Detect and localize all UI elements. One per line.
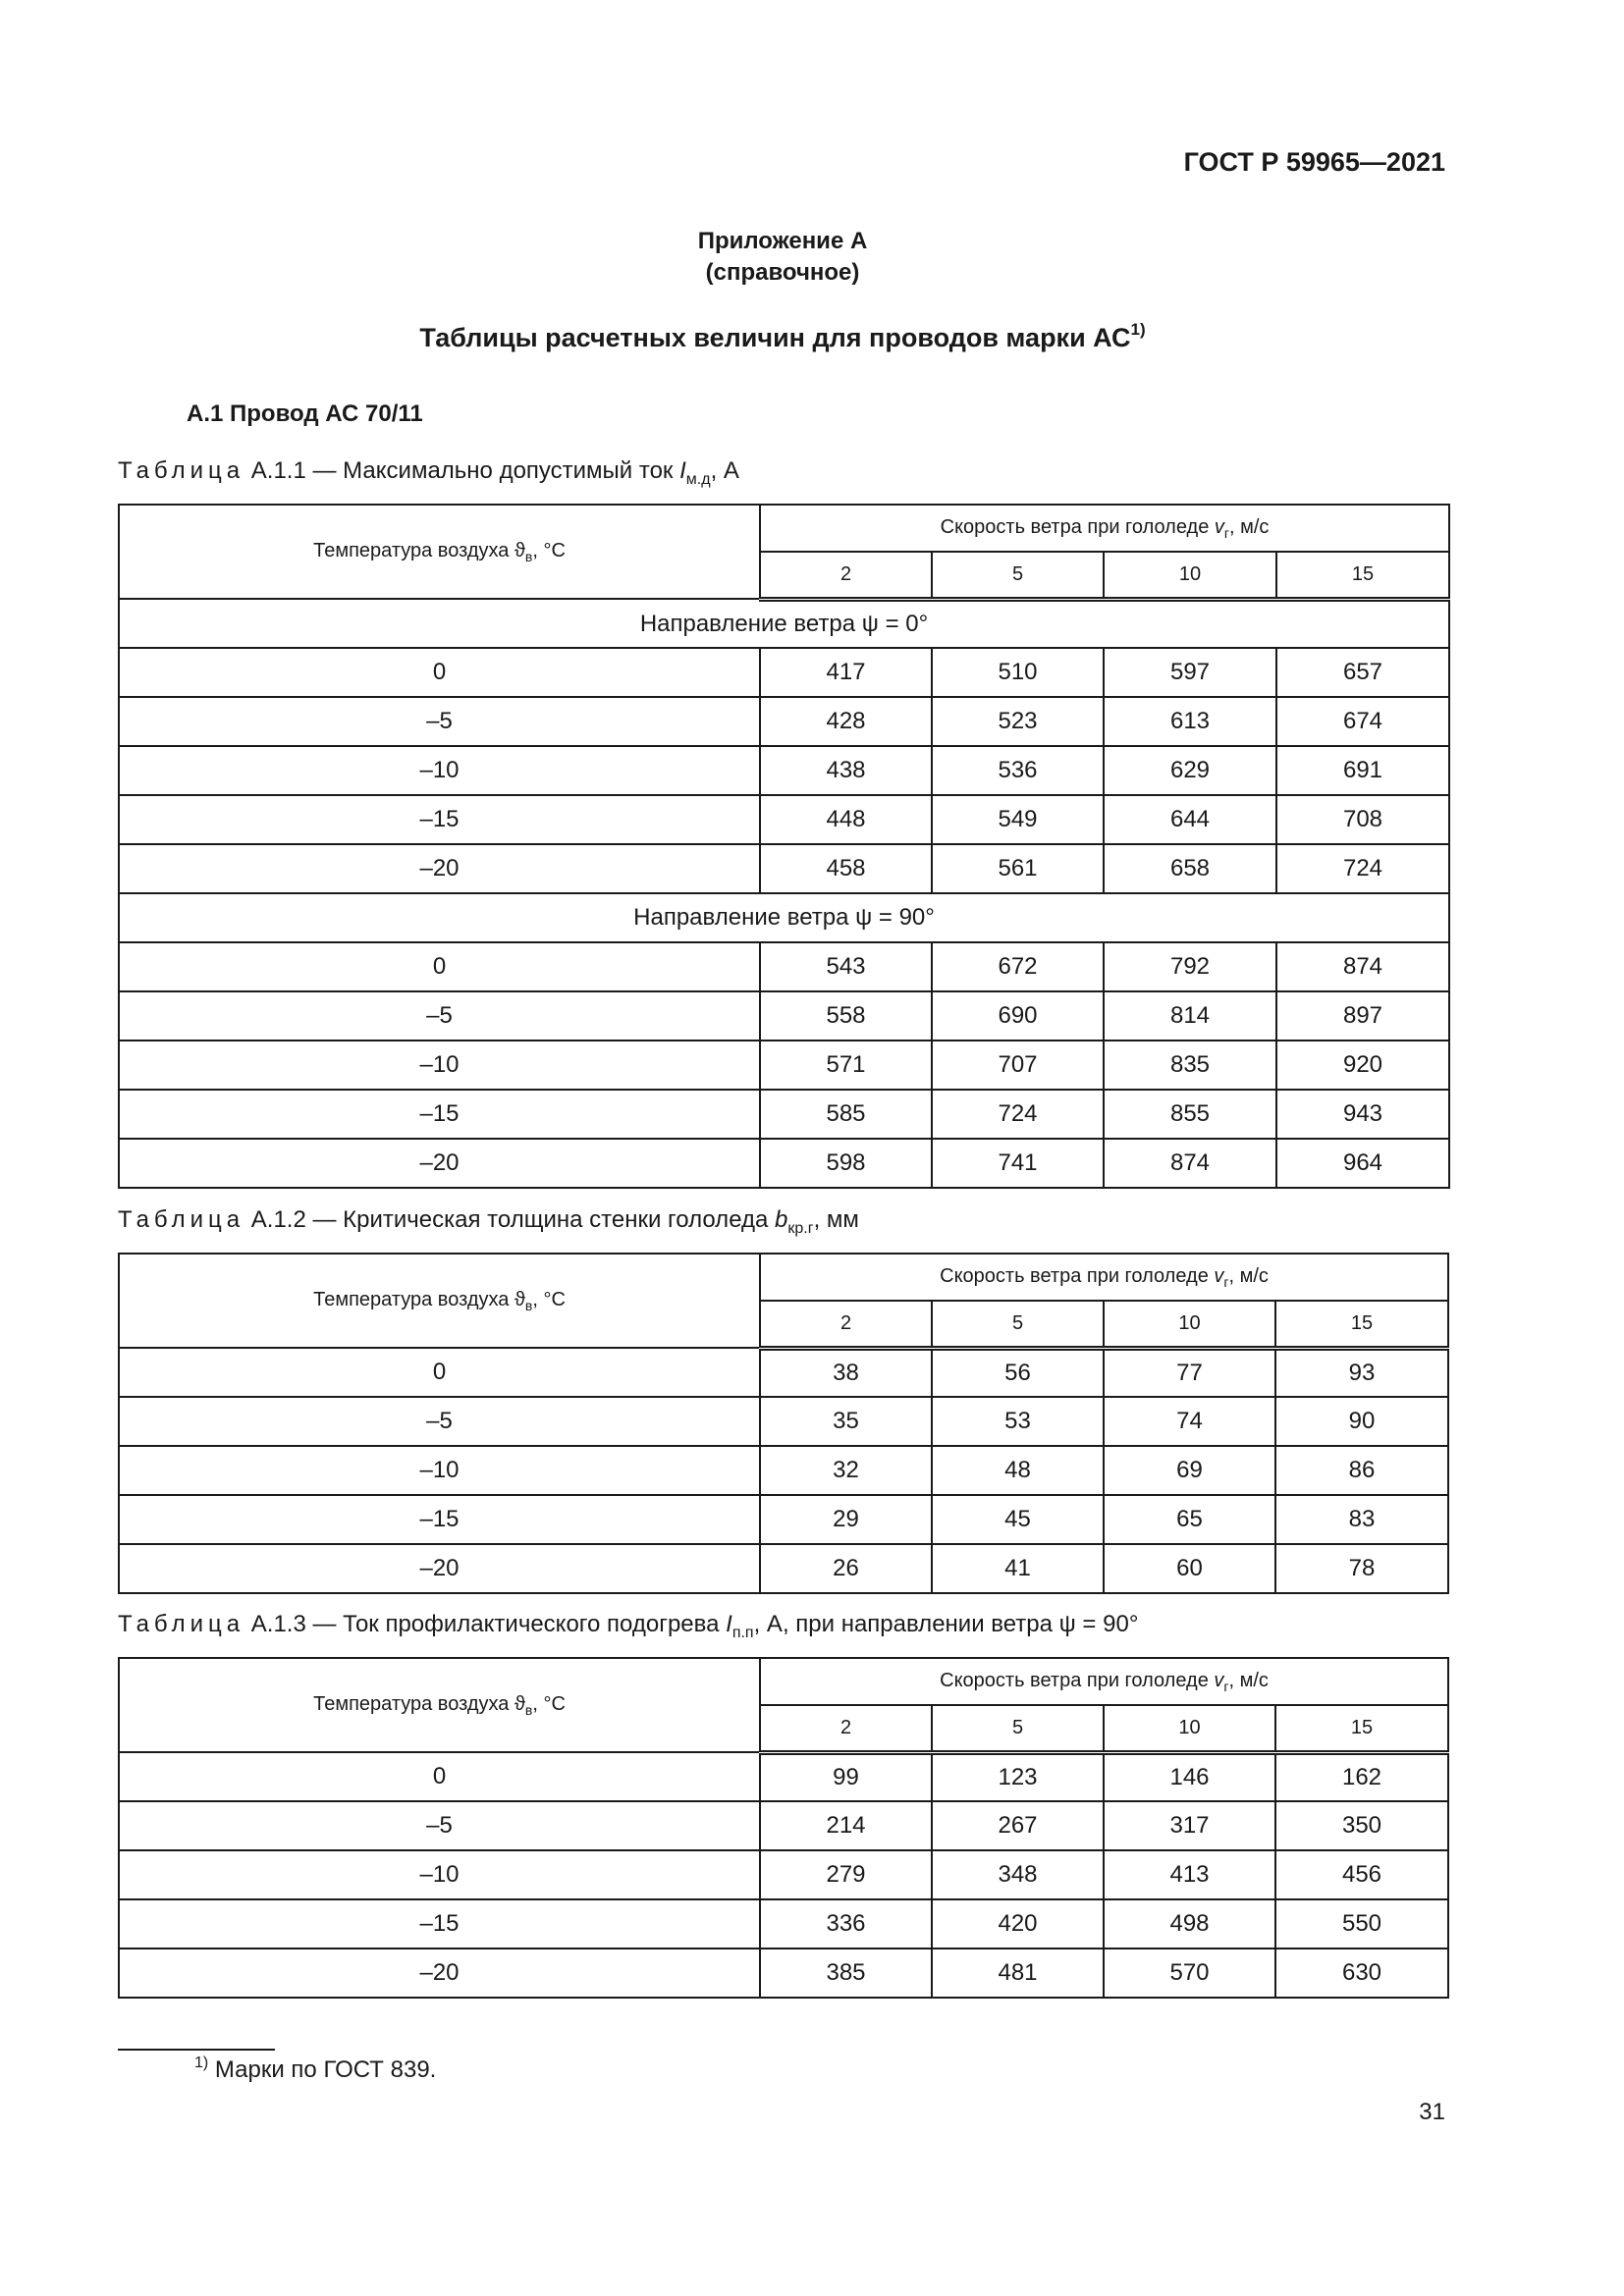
speed-col-header: 15 (1275, 1301, 1448, 1348)
appendix-title: Приложение А (697, 228, 868, 254)
value-cell: 123 (932, 1752, 1104, 1801)
temperature-cell: –10 (119, 746, 760, 795)
value-cell: 536 (932, 746, 1104, 795)
value-cell: 543 (760, 942, 932, 991)
temperature-header: Температура воздуха $ϑ_в$, °С (119, 1254, 760, 1348)
value-cell: 45 (932, 1495, 1104, 1544)
value-cell: 26 (760, 1544, 932, 1593)
value-cell: 413 (1104, 1850, 1275, 1899)
value-cell: 657 (1276, 648, 1449, 697)
table1-section-0 (119, 599, 1449, 893)
wind-direction-label: Направление ветра ψ = 90° (119, 893, 1449, 942)
value-cell: 41 (932, 1544, 1104, 1593)
value-cell: 707 (932, 1041, 1104, 1090)
value-cell: 60 (1104, 1544, 1275, 1593)
temperature-cell: –10 (119, 1041, 760, 1090)
table-row (119, 1850, 1448, 1899)
value-cell: 74 (1104, 1397, 1275, 1446)
table1 (118, 504, 1450, 1189)
value-cell: 83 (1275, 1495, 1448, 1544)
value-cell: 69 (1104, 1446, 1275, 1495)
footnote-mark: 1) (194, 2055, 209, 2071)
table1-caption-sub: м.д (685, 471, 711, 488)
temperature-header: Температура воздуха $ϑ_в$, °С (119, 505, 760, 599)
table1-caption (118, 457, 739, 489)
value-cell: 458 (760, 844, 932, 893)
table-row (119, 648, 1449, 697)
value-cell: 549 (932, 795, 1104, 844)
value-cell: 943 (1276, 1090, 1449, 1139)
table-row (119, 1397, 1448, 1446)
table-row (119, 697, 1449, 746)
temperature-cell: –15 (119, 1899, 760, 1949)
table-row (119, 1446, 1448, 1495)
table2-caption-var: b (775, 1206, 788, 1233)
speed-col-header: 2 (760, 1301, 932, 1348)
value-cell: 644 (1104, 795, 1276, 844)
table-row (119, 1899, 1448, 1949)
temperature-cell: –10 (119, 1850, 760, 1899)
temperature-cell: 0 (119, 648, 760, 697)
value-cell: 724 (1276, 844, 1449, 893)
table3-body (119, 1752, 1448, 1998)
speed-col-header: 5 (932, 1301, 1104, 1348)
value-cell: 835 (1104, 1041, 1276, 1090)
value-cell: 498 (1104, 1899, 1275, 1949)
table3 (118, 1657, 1449, 1999)
wind-direction-label: Направление ветра ψ = 0° (119, 599, 1449, 648)
value-cell: 561 (932, 844, 1104, 893)
table1-header (119, 505, 1449, 599)
value-cell: 630 (1275, 1949, 1448, 1998)
value-cell: 279 (760, 1850, 932, 1899)
value-cell: 48 (932, 1446, 1104, 1495)
temperature-cell: –20 (119, 1949, 760, 1998)
temperature-cell: –10 (119, 1446, 760, 1495)
value-cell: 99 (760, 1752, 932, 1801)
value-cell: 964 (1276, 1139, 1449, 1188)
value-cell: 336 (760, 1899, 932, 1949)
table2-caption (118, 1206, 859, 1238)
speed-col-header: 10 (1104, 552, 1276, 599)
value-cell: 77 (1104, 1348, 1275, 1397)
value-cell: 162 (1275, 1752, 1448, 1801)
appendix-subtitle: (справочное) (705, 259, 860, 286)
value-cell: 708 (1276, 795, 1449, 844)
speed-col-header: 2 (760, 1705, 932, 1752)
footnote-divider (118, 2049, 275, 2051)
value-cell: 438 (760, 746, 932, 795)
table-row (119, 1801, 1448, 1850)
speed-col-header: 10 (1104, 1705, 1275, 1752)
value-cell: 523 (932, 697, 1104, 746)
table1-caption-text: А.1.1 — Максимально допустимый ток (244, 457, 680, 484)
temperature-header: Температура воздуха $ϑ_в$, °С (119, 1658, 760, 1752)
wind-speed-header: Скорость ветра при гололеде $v_г$, м/с (760, 1658, 1448, 1705)
value-cell: 874 (1104, 1139, 1276, 1188)
table1-caption-var: I (679, 457, 686, 484)
value-cell: 428 (760, 697, 932, 746)
value-cell: 385 (760, 1949, 932, 1998)
table3-caption-text: А.1.3 — Ток профилактического подогрева (244, 1611, 727, 1637)
temperature-cell: –20 (119, 844, 760, 893)
standard-code: ГОСТ Р 59965—2021 (1183, 147, 1445, 177)
value-cell: 690 (932, 991, 1104, 1041)
speed-col-header: 10 (1104, 1301, 1275, 1348)
value-cell: 90 (1275, 1397, 1448, 1446)
value-cell: 874 (1276, 942, 1449, 991)
footnote (194, 2055, 436, 2084)
temperature-cell: –15 (119, 1495, 760, 1544)
table-row (119, 746, 1449, 795)
value-cell: 93 (1275, 1348, 1448, 1397)
table1-caption-unit: , А (710, 457, 739, 484)
value-cell: 214 (760, 1801, 932, 1850)
value-cell: 317 (1104, 1801, 1275, 1850)
value-cell: 35 (760, 1397, 932, 1446)
temperature-cell: –5 (119, 697, 760, 746)
wind-speed-header: Скорость ветра при гололеде $v_г$, м/с (760, 505, 1449, 552)
table-row (119, 1348, 1448, 1397)
value-cell: 29 (760, 1495, 932, 1544)
value-cell: 78 (1275, 1544, 1448, 1593)
value-cell: 510 (932, 648, 1104, 697)
temperature-cell: 0 (119, 942, 760, 991)
value-cell: 920 (1276, 1041, 1449, 1090)
temperature-cell: –20 (119, 1139, 760, 1188)
table-row (119, 991, 1449, 1041)
section-title: А.1 Провод АС 70/11 (187, 400, 423, 427)
table-row (119, 844, 1449, 893)
value-cell: 65 (1104, 1495, 1275, 1544)
value-cell: 571 (760, 1041, 932, 1090)
value-cell: 56 (932, 1348, 1104, 1397)
temperature-cell: –15 (119, 1090, 760, 1139)
value-cell: 32 (760, 1446, 932, 1495)
table3-caption-unit: , А, при направлении ветра ψ = 90° (753, 1611, 1139, 1637)
value-cell: 613 (1104, 697, 1276, 746)
table-row (119, 1495, 1448, 1544)
value-cell: 570 (1104, 1949, 1275, 1998)
table2-caption-text: А.1.2 — Критическая толщина стенки гололеда (244, 1206, 776, 1233)
value-cell: 814 (1104, 991, 1276, 1041)
wind-speed-header: Скорость ветра при гололеде $v_г$, м/с (760, 1254, 1448, 1301)
value-cell: 448 (760, 795, 932, 844)
value-cell: 456 (1275, 1850, 1448, 1899)
table-row (119, 1139, 1449, 1188)
speed-col-header: 15 (1276, 552, 1449, 599)
table-row (119, 1949, 1448, 1998)
temperature-cell: 0 (119, 1348, 760, 1397)
temperature-cell: –5 (119, 991, 760, 1041)
value-cell: 724 (932, 1090, 1104, 1139)
table-row (119, 1090, 1449, 1139)
value-cell: 481 (932, 1949, 1104, 1998)
speed-col-header: 15 (1275, 1705, 1448, 1752)
value-cell: 146 (1104, 1752, 1275, 1801)
appendix-heading-text: Таблицы расчетных величин для проводов марки АС (419, 323, 1131, 352)
value-cell: 348 (932, 1850, 1104, 1899)
page-number: 31 (1419, 2099, 1445, 2125)
value-cell: 658 (1104, 844, 1276, 893)
table-word: Таблица (118, 1206, 245, 1233)
footnote-text: Марки по ГОСТ 839. (208, 2056, 437, 2083)
value-cell: 267 (932, 1801, 1104, 1850)
value-cell: 585 (760, 1090, 932, 1139)
value-cell: 420 (932, 1899, 1104, 1949)
table2-caption-unit: , мм (813, 1206, 859, 1233)
value-cell: 792 (1104, 942, 1276, 991)
value-cell: 598 (760, 1139, 932, 1188)
table2 (118, 1253, 1449, 1594)
table1-section-1 (119, 893, 1449, 1188)
temperature-cell: –5 (119, 1801, 760, 1850)
temperature-cell: –5 (119, 1397, 760, 1446)
value-cell: 558 (760, 991, 932, 1041)
table3-caption-sub: п.п (731, 1625, 754, 1641)
value-cell: 53 (932, 1397, 1104, 1446)
value-cell: 855 (1104, 1090, 1276, 1139)
heading-footnote-mark: 1) (1130, 320, 1146, 339)
table-row (119, 1544, 1448, 1593)
speed-col-header: 2 (760, 552, 932, 599)
value-cell: 691 (1276, 746, 1449, 795)
table2-caption-sub: кр.г (787, 1220, 814, 1237)
table3-caption-var: I (726, 1611, 732, 1637)
table3-header (119, 1658, 1448, 1752)
value-cell: 550 (1275, 1899, 1448, 1949)
value-cell: 741 (932, 1139, 1104, 1188)
table2-header (119, 1254, 1448, 1348)
table-word: Таблица (118, 1611, 245, 1637)
appendix-heading (0, 320, 1565, 353)
temperature-cell: –20 (119, 1544, 760, 1593)
table2-body (119, 1348, 1448, 1593)
table-row (119, 1041, 1449, 1090)
table-word: Таблица (118, 457, 245, 484)
temperature-cell: –15 (119, 795, 760, 844)
value-cell: 350 (1275, 1801, 1448, 1850)
value-cell: 672 (932, 942, 1104, 991)
value-cell: 86 (1275, 1446, 1448, 1495)
table-row (119, 1752, 1448, 1801)
speed-col-header: 5 (932, 1705, 1104, 1752)
table-row (119, 942, 1449, 991)
value-cell: 38 (760, 1348, 932, 1397)
value-cell: 417 (760, 648, 932, 697)
table3-caption (118, 1611, 1138, 1642)
speed-col-header: 5 (932, 552, 1104, 599)
value-cell: 897 (1276, 991, 1449, 1041)
temperature-cell: 0 (119, 1752, 760, 1801)
table-row (119, 795, 1449, 844)
value-cell: 674 (1276, 697, 1449, 746)
value-cell: 629 (1104, 746, 1276, 795)
value-cell: 597 (1104, 648, 1276, 697)
